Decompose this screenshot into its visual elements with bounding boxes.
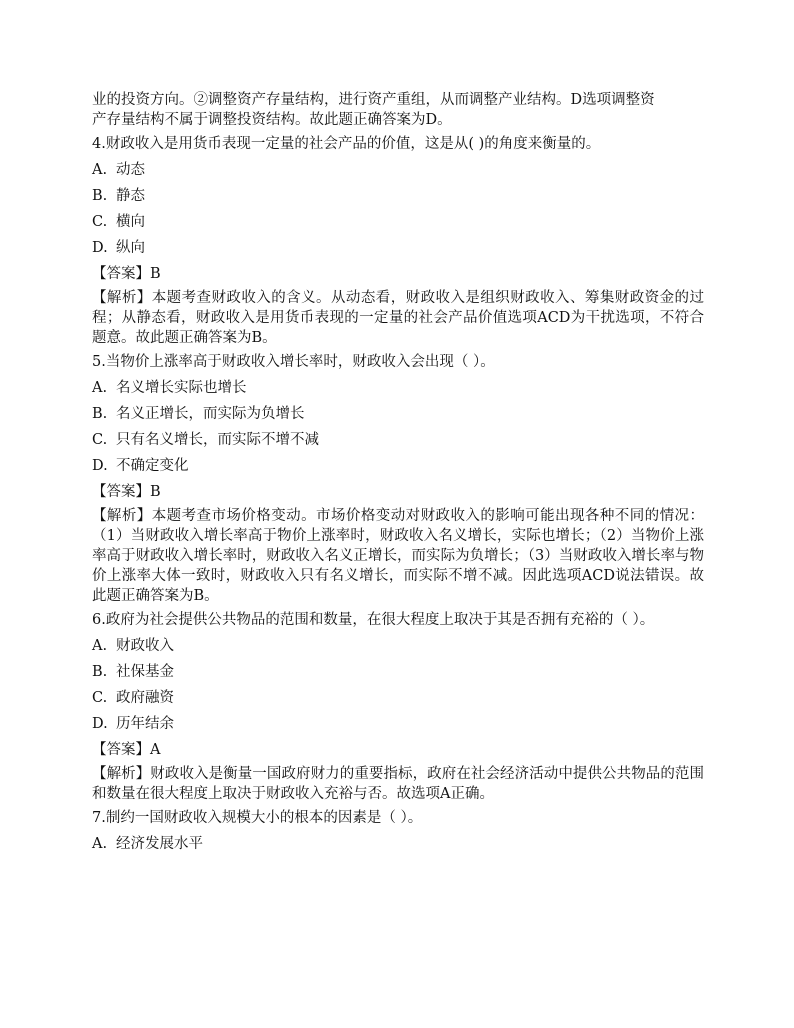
analysis-paragraph xyxy=(92,288,704,348)
option-b xyxy=(92,404,704,424)
intro-line-2: 产存量结构不属于调整投资结构。故此题正确答案为D。 xyxy=(92,112,452,128)
option-text: 横向 xyxy=(116,214,145,230)
option-b xyxy=(92,186,704,206)
option-key: B. xyxy=(92,188,108,204)
option-d xyxy=(92,238,704,258)
answer-tag: 【答案】 xyxy=(92,484,150,500)
option-text: 名义正增长，而实际为负增长 xyxy=(116,406,305,422)
option-text: 不确定变化 xyxy=(116,458,189,474)
option-key: C. xyxy=(92,214,108,230)
option-key: D. xyxy=(92,240,108,256)
question-stem: 5.当物价上涨率高于财政收入增长率时，财政收入会出现（ ）。 xyxy=(92,354,495,370)
option-text: 政府融资 xyxy=(116,690,174,706)
option-a xyxy=(92,636,704,656)
option-c xyxy=(92,430,704,450)
answer-tag: 【答案】 xyxy=(92,266,150,282)
question-stem: 4.财政收入是用货币表现一定量的社会产品的价值，这是从( )的角度来衡量的。 xyxy=(92,136,601,152)
answer-tag: 【答案】 xyxy=(92,742,150,758)
answer-value: B xyxy=(150,484,161,500)
answer-line xyxy=(92,482,704,502)
analysis-text: 本题考查市场价格变动。市场价格变动对财政收入的影响可能出现各种不同的情况：（1）当财政收入增长率高于物价上涨率时，财政收入名义增长，实际也增长；（2）当物价上涨率高于财政收入增长率时，财政收入名义正增长，而实际为负增长；（3）当财政收入增长率与物价上涨率大体一致时，财政收入只有名义增长，而实际不增不减。因此选项ACD说法错误。故此题正确答案为B。 xyxy=(92,508,704,604)
option-key: C. xyxy=(92,690,108,706)
option-key: D. xyxy=(92,458,108,474)
analysis-tag: 【解析】 xyxy=(92,290,152,306)
analysis-paragraph xyxy=(92,764,704,804)
option-key: A. xyxy=(92,380,108,396)
question-stem: 7.制约一国财政收入规模大小的根本的因素是（ ）。 xyxy=(92,810,423,826)
option-d xyxy=(92,456,704,476)
intro-paragraph xyxy=(92,90,704,130)
option-text: 纵向 xyxy=(116,240,145,256)
option-text: 只有名义增长，而实际不增不减 xyxy=(116,432,319,448)
option-c xyxy=(92,212,704,232)
option-a xyxy=(92,160,704,180)
option-key: A. xyxy=(92,836,108,852)
option-text: 财政收入 xyxy=(116,638,174,654)
analysis-text: 本题考查财政收入的含义。从动态看，财政收入是组织财政收入、筹集财政资金的过程；从静态看，财政收入是用货币表现的一定量的社会产品价值选项ACD为干扰选项，不符合题意。故此题正确答案为B。 xyxy=(92,290,704,346)
option-a xyxy=(92,834,704,854)
option-key: B. xyxy=(92,406,108,422)
answer-value: A xyxy=(150,742,161,758)
option-text: 动态 xyxy=(116,162,145,178)
answer-line xyxy=(92,740,704,760)
document-page xyxy=(92,90,704,860)
analysis-paragraph xyxy=(92,506,704,606)
option-key: A. xyxy=(92,162,108,178)
intro-line-1: 业的投资方向。②调整资产存量结构，进行资产重组，从而调整产业结构。D选项调整资 xyxy=(92,92,655,108)
question-stem: 6.政府为社会提供公共物品的范围和数量，在很大程度上取决于其是否拥有充裕的（ ）。 xyxy=(92,612,655,628)
option-key: C. xyxy=(92,432,108,448)
option-text: 历年结余 xyxy=(116,716,174,732)
option-text: 社保基金 xyxy=(116,664,174,680)
option-d xyxy=(92,714,704,734)
analysis-tag: 【解析】 xyxy=(92,766,151,782)
option-c xyxy=(92,688,704,708)
option-text: 静态 xyxy=(116,188,145,204)
option-text: 名义增长实际也增长 xyxy=(116,380,247,396)
option-b xyxy=(92,662,704,682)
option-key: B. xyxy=(92,664,108,680)
option-text: 经济发展水平 xyxy=(116,836,203,852)
answer-value: B xyxy=(150,266,161,282)
analysis-text: 财政收入是衡量一国政府财力的重要指标，政府在社会经济活动中提供公共物品的范围和数量在很大程度上取决于财政收入充裕与否。故选项A正确。 xyxy=(92,766,705,802)
analysis-tag: 【解析】 xyxy=(92,508,152,524)
answer-line xyxy=(92,264,704,284)
option-key: D. xyxy=(92,716,108,732)
option-key: A. xyxy=(92,638,108,654)
option-a xyxy=(92,378,704,398)
